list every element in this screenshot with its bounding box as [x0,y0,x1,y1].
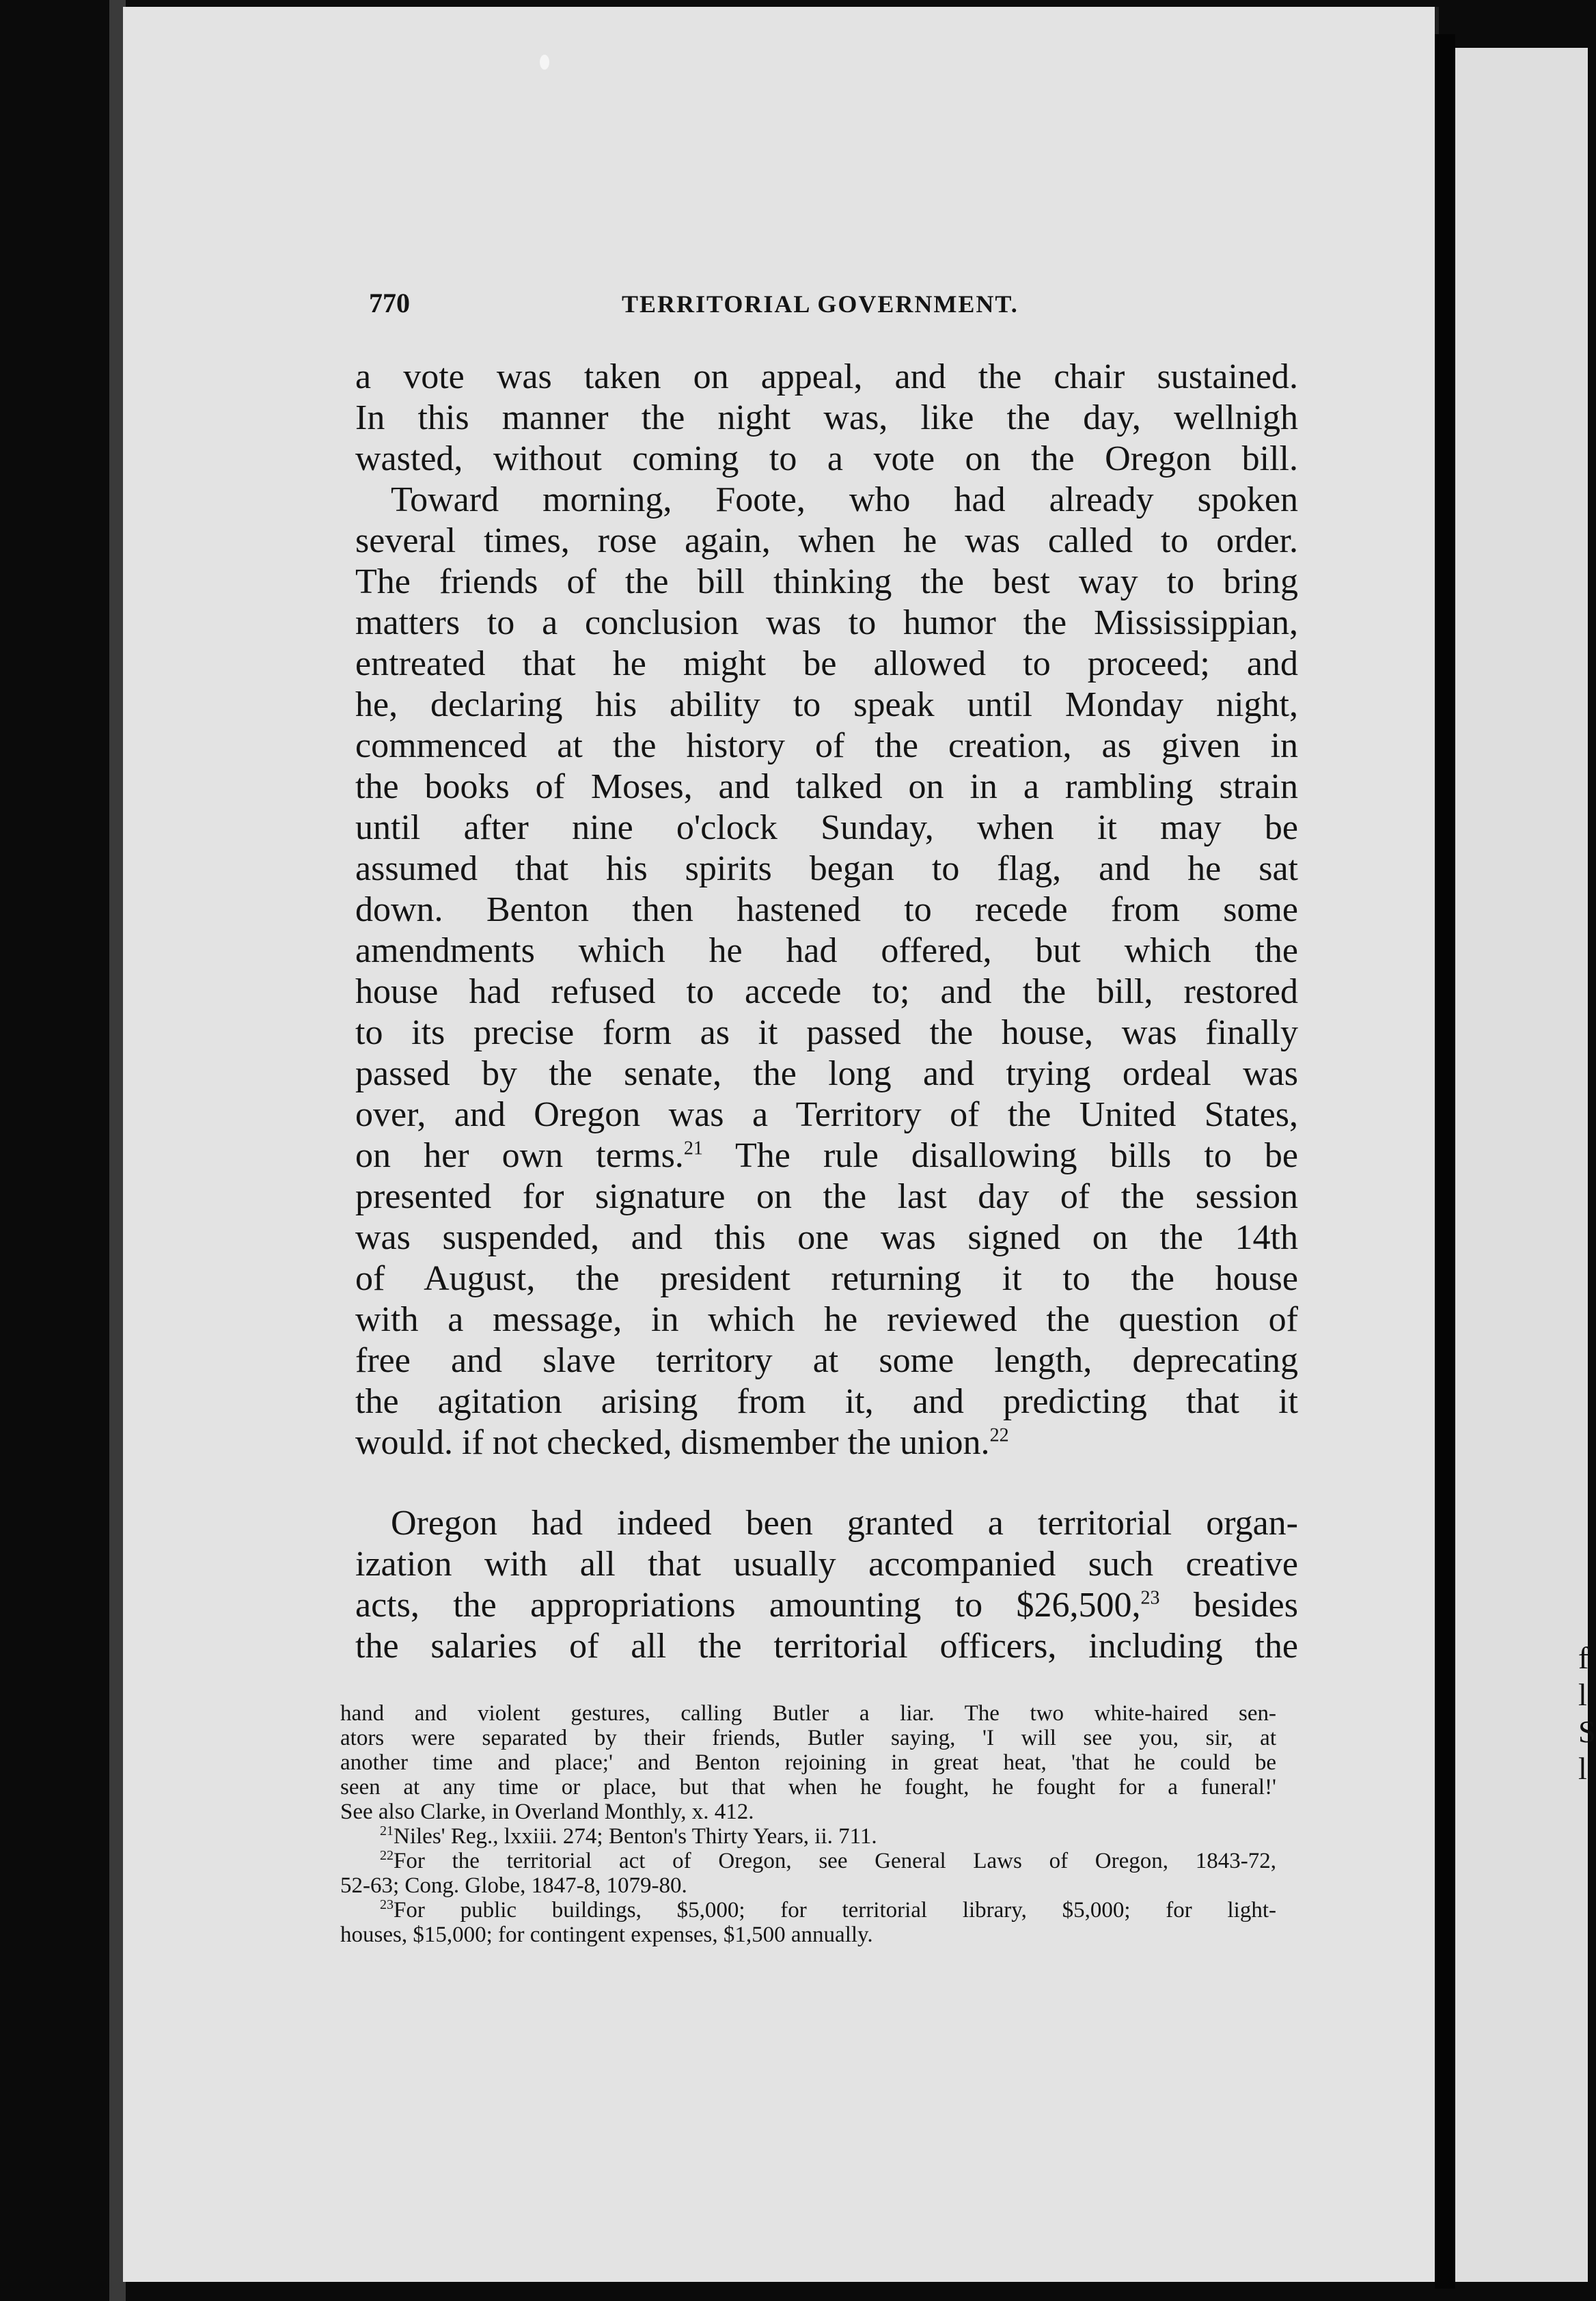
text-line: Toward morning, Foote, who had already spoken [391,480,1298,519]
footnote-number: 22 [380,1848,394,1863]
text-line: with a message, in which he reviewed the question of [355,1300,1298,1339]
footnotes [340,1701,1276,1947]
text-fragment: besides [1193,1586,1298,1625]
text-line: over, and Oregon was a Territory of the United States, [355,1095,1298,1134]
text-fragment: would. if not checked, dismember the union. [355,1423,990,1462]
text-line: the agitation arising from it, and predicting that it [355,1382,1298,1421]
text-line: he, declaring his ability to speak until Monday night, [355,685,1298,724]
footnote-line: houses, $15,000; for contingent expenses, $1,500 annually. [340,1923,873,1947]
text-line: presented for signature on the last day of the session [355,1177,1298,1216]
page-number: 770 [369,288,410,318]
footnote-line: ators were separated by their friends, Butler saying, 'I will see you, sir, at [340,1726,1276,1750]
text-line: to its precise form as it passed the house, was finally [355,1013,1298,1052]
adjacent-fragment: S [1578,1714,1596,1749]
text-line: a vote was taken on appeal, and the chair sustained. [355,357,1298,396]
text-line: commenced at the history of the creation, as given in [355,726,1298,765]
footnote-21 [340,1824,1276,1849]
footnote-line: hand and violent gestures, calling Butler a liar. The two white-haired sen- [340,1701,1276,1726]
footnote-text: Niles' Reg., lxxiii. 274; Benton's Thirty Years, ii. 711. [394,1824,877,1849]
footnote-text: For the territorial act of Oregon, see General Laws of Oregon, 1843-72, [394,1849,1276,1873]
footnote-23 [340,1898,1276,1923]
footnote-ref-21: 21 [683,1138,703,1159]
adjacent-page-fragments [1578,1640,1596,1787]
adjacent-fragment: l [1578,1677,1587,1712]
text-line: passed by the senate, the long and trying ordeal was [355,1054,1298,1093]
footnote-ref-22: 22 [989,1424,1009,1446]
text-line: matters to a conclusion was to humor the Mississippian, [355,603,1298,642]
text-line: of August, the president returning it to the house [355,1259,1298,1298]
text-line-with-footnote [355,1135,1298,1176]
text-fragment: acts, the appropriations amounting to $26,500, [355,1586,1141,1625]
adjacent-fragment: f [1578,1640,1589,1675]
text-line: the salaries of all the territorial officers, including the [355,1627,1298,1666]
text-line-with-footnote [355,1422,1298,1463]
footnote-line: another time and place;' and Benton rejoining in great heat, 'that he could be [340,1750,1276,1775]
page-header [369,287,1066,328]
footnote-number: 23 [380,1897,394,1912]
text-line-with-footnote [355,1585,1298,1626]
text-line: Oregon had indeed been granted a territorial organ- [391,1504,1298,1543]
running-head: TERRITORIAL GOVERNMENT. [622,290,1019,318]
footnote-ref-23: 23 [1140,1587,1160,1609]
footnote-text: For public buildings, $5,000; for territorial library, $5,000; for light- [394,1898,1276,1923]
text-line: down. Benton then hastened to recede from some [355,890,1298,929]
text-line: house had refused to accede to; and the bill, restored [355,972,1298,1011]
scan-speck [540,55,549,70]
adjacent-fragment: l [1578,1751,1587,1786]
text-line: assumed that his spirits began to flag, and he sat [355,849,1298,888]
text-line: free and slave territory at some length, deprecating [355,1341,1298,1380]
text-line: was suspended, and this one was signed on the 14th [355,1218,1298,1257]
text-fragment: on her own terms. [355,1136,684,1175]
text-line: several times, rose again, when he was called to order. [355,521,1298,560]
text-line: The friends of the bill thinking the best way to bring [355,562,1298,601]
text-line: until after nine o'clock Sunday, when it may be [355,808,1298,847]
footnote-number: 21 [380,1823,394,1838]
text-fragment: The rule disallowing bills to be [734,1136,1298,1175]
footnote-line: seen at any time or place, but that when he fought, he fought for a funeral!' [340,1775,1276,1800]
paragraph-gap [355,1463,1298,1503]
footnote-line: See also Clarke, in Overland Monthly, x. 412. [340,1800,754,1824]
text-line: entreated that he might be allowed to proceed; and [355,644,1298,683]
footnote-22 [340,1849,1276,1873]
text-line: In this manner the night was, like the day, wellnigh [355,398,1298,437]
adjacent-page [1455,48,1588,2282]
text-line: wasted, without coming to a vote on the Oregon bill. [355,439,1298,478]
text-line: amendments which he had offered, but which the [355,931,1298,970]
page-gutter [1435,34,1455,2289]
text-line: the books of Moses, and talked on in a rambling strain [355,767,1298,806]
body-text [355,357,1298,1667]
text-line: ization with all that usually accompanied such creative [355,1545,1298,1584]
footnote-line: 52-63; Cong. Globe, 1847-8, 1079-80. [340,1873,687,1898]
